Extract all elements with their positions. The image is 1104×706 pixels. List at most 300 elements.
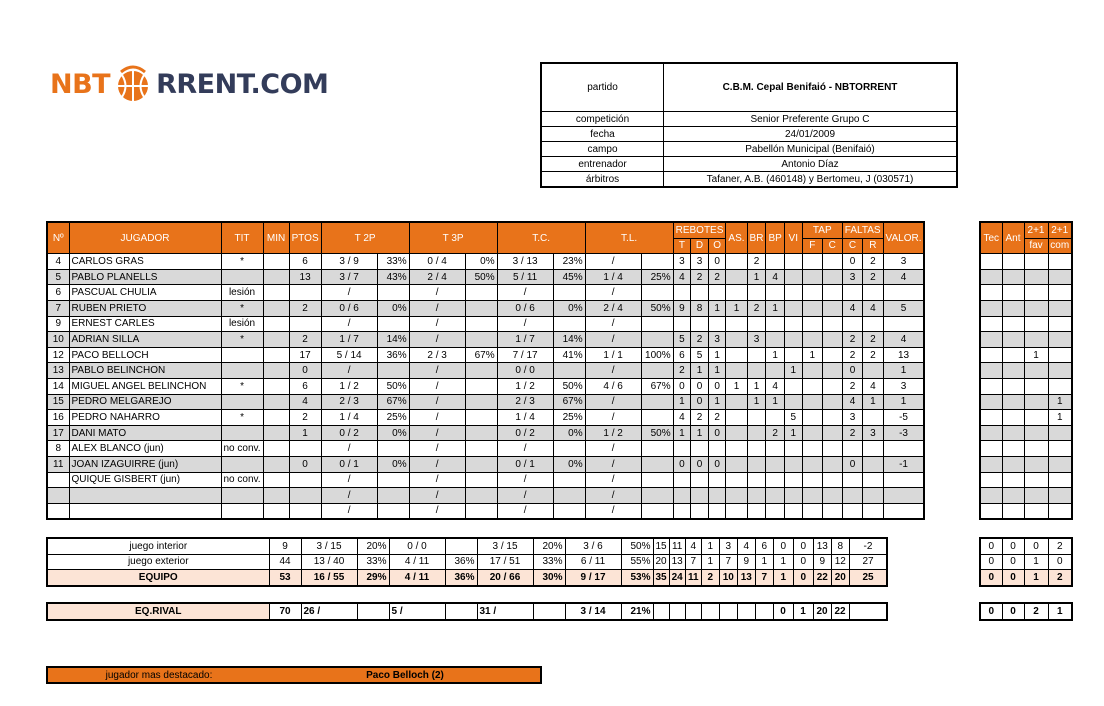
- player-row: [47, 316, 924, 332]
- stat-cell: ADRIAN SILLA: [69, 332, 221, 348]
- stat-cell: 2: [673, 363, 691, 379]
- stat-cell: 14%: [553, 332, 585, 348]
- stat-cell: 2: [289, 410, 321, 426]
- extra-cell: [1048, 254, 1072, 270]
- stat-cell: /: [409, 363, 465, 379]
- stat-cell: 0: [289, 456, 321, 472]
- stat-cell: 0 / 2: [321, 425, 377, 441]
- stat-cell: [726, 285, 747, 301]
- stat-cell: [465, 378, 497, 394]
- player-extra-row: [980, 269, 1072, 285]
- stat-cell: [766, 456, 784, 472]
- stat-cell: [802, 503, 822, 519]
- stat-cell: 8: [691, 300, 709, 316]
- col-ptos: PTOS: [289, 222, 321, 254]
- stat-cell: [802, 332, 822, 348]
- stat-cell: [822, 300, 842, 316]
- extra-cell: [1002, 300, 1024, 316]
- stat-cell: 1 / 2: [321, 378, 377, 394]
- summary-cell: 4 / 11: [389, 554, 445, 570]
- player-stats-table: [46, 221, 925, 520]
- extra-cell: [1002, 488, 1024, 504]
- stat-cell: [784, 456, 802, 472]
- stat-cell: [766, 410, 784, 426]
- stat-cell: [465, 316, 497, 332]
- stat-cell: [784, 503, 802, 519]
- stat-cell: 6: [289, 378, 321, 394]
- stat-cell: 2: [766, 425, 784, 441]
- stat-cell: [802, 394, 822, 410]
- stat-cell: 2: [747, 254, 766, 270]
- extra-cell: [1048, 503, 1072, 519]
- stat-cell: 0%: [377, 425, 409, 441]
- rival-extra-row: [980, 603, 1072, 620]
- stat-cell: [263, 503, 289, 519]
- match-info-label: árbitros: [541, 172, 664, 188]
- stat-cell: [553, 488, 585, 504]
- stat-cell: [641, 472, 673, 488]
- match-info-value: Senior Preferente Grupo C: [664, 112, 958, 127]
- logo-text-left: NBT: [50, 68, 111, 100]
- player-extra-row: [980, 332, 1072, 348]
- stat-cell: no conv.: [221, 441, 263, 457]
- extra-cell: [980, 410, 1002, 426]
- stat-cell: [221, 363, 263, 379]
- stat-cell: [465, 410, 497, 426]
- stat-cell: [377, 441, 409, 457]
- stat-cell: 5: [673, 332, 691, 348]
- stat-cell: 1: [726, 378, 747, 394]
- stat-cell: [221, 503, 263, 519]
- stat-cell: 1: [691, 425, 709, 441]
- summary-cell: 1: [773, 554, 793, 570]
- stat-cell: /: [409, 472, 465, 488]
- stat-cell: /: [409, 441, 465, 457]
- stat-cell: 0 / 4: [409, 254, 465, 270]
- extra-cell: [1048, 425, 1072, 441]
- extra-cell: [1024, 441, 1048, 457]
- stat-cell: [221, 269, 263, 285]
- summary-cell: -2: [849, 538, 887, 554]
- rival-cell: 3 / 14: [565, 603, 621, 620]
- stat-cell: [863, 488, 883, 504]
- stat-cell: 4: [863, 300, 883, 316]
- player-extra-row: [980, 378, 1072, 394]
- stat-cell: [766, 316, 784, 332]
- summary-extra-cell: 1: [1024, 554, 1048, 570]
- match-info-label: competición: [541, 112, 664, 127]
- summary-cell: 36%: [445, 554, 477, 570]
- stat-cell: [822, 363, 842, 379]
- stat-cell: 1: [863, 394, 883, 410]
- summary-cell: 2: [701, 570, 719, 586]
- stat-cell: 1 / 7: [497, 332, 553, 348]
- stat-cell: [883, 503, 924, 519]
- rival-extra-cell: 0: [980, 603, 1002, 620]
- col-faltas-r: R: [863, 238, 883, 254]
- stat-cell: [465, 300, 497, 316]
- stat-cell: 6: [289, 254, 321, 270]
- rival-cell: [445, 603, 477, 620]
- stat-cell: [377, 285, 409, 301]
- stat-cell: [726, 410, 747, 426]
- stat-cell: 5: [691, 347, 709, 363]
- summary-cell: 9: [813, 554, 831, 570]
- stat-cell: [708, 441, 726, 457]
- stat-cell: [289, 488, 321, 504]
- stat-cell: [691, 488, 709, 504]
- summary-cell: 3 / 6: [565, 538, 621, 554]
- rival-cell: [737, 603, 755, 620]
- player-extra-row: [980, 394, 1072, 410]
- stat-cell: [465, 472, 497, 488]
- extra-cell: [1002, 394, 1024, 410]
- extra-cell: [980, 456, 1002, 472]
- match-info-row: [541, 172, 957, 188]
- stat-cell: [784, 285, 802, 301]
- summary-extra-row: [980, 570, 1072, 586]
- stat-cell: [802, 472, 822, 488]
- rival-cell: 5 /: [389, 603, 445, 620]
- mvp-value: Paco Belloch (2): [270, 667, 541, 683]
- stat-cell: [842, 472, 862, 488]
- stat-cell: 5: [47, 269, 69, 285]
- stat-cell: [726, 394, 747, 410]
- rival-cell: 0: [773, 603, 793, 620]
- stat-cell: 3: [691, 254, 709, 270]
- stat-cell: 41%: [553, 347, 585, 363]
- stat-cell: 2: [842, 347, 862, 363]
- summary-cell: 27: [849, 554, 887, 570]
- logo-text-right: RRENT.COM: [156, 68, 329, 100]
- match-info-value: Pabellón Municipal (Benifaió): [664, 142, 958, 157]
- stat-cell: [747, 363, 766, 379]
- stat-cell: /: [585, 254, 641, 270]
- stat-cell: 0: [708, 378, 726, 394]
- stat-cell: [263, 269, 289, 285]
- extra-cell: [1024, 410, 1048, 426]
- match-info-table: [540, 62, 958, 188]
- stat-cell: /: [409, 378, 465, 394]
- stat-cell: 4 / 6: [585, 378, 641, 394]
- player-extra-row: [980, 254, 1072, 270]
- stat-cell: [883, 316, 924, 332]
- summary-cell: 50%: [621, 538, 653, 554]
- stat-cell: [822, 285, 842, 301]
- stat-cell: 0%: [465, 254, 497, 270]
- stat-cell: 4: [883, 269, 924, 285]
- summary-extra-cell: 0: [980, 538, 1002, 554]
- stat-cell: [822, 316, 842, 332]
- stat-cell: [863, 456, 883, 472]
- stat-cell: [747, 488, 766, 504]
- stat-cell: [673, 503, 691, 519]
- summary-extra-cell: 0: [1048, 554, 1072, 570]
- stat-cell: 3: [708, 332, 726, 348]
- player-extra-row: [980, 410, 1072, 426]
- stat-cell: 3 / 7: [321, 269, 377, 285]
- stat-cell: [263, 441, 289, 457]
- stat-cell: [747, 425, 766, 441]
- stat-cell: [726, 269, 747, 285]
- stat-cell: [726, 441, 747, 457]
- stat-cell: 6: [673, 347, 691, 363]
- stat-cell: 67%: [465, 347, 497, 363]
- stat-cell: [863, 410, 883, 426]
- stat-cell: [465, 456, 497, 472]
- stat-cell: [784, 347, 802, 363]
- stat-cell: 3: [842, 269, 862, 285]
- extra-cell: [1024, 378, 1048, 394]
- stat-cell: 2: [863, 347, 883, 363]
- match-info-value: Antonio Díaz: [664, 157, 958, 172]
- stat-cell: /: [585, 363, 641, 379]
- summary-cell: 3 / 15: [301, 538, 357, 554]
- stat-cell: 5: [883, 300, 924, 316]
- col-faltas: FALTAS: [842, 222, 883, 238]
- extra-cell: [1048, 269, 1072, 285]
- rival-extra-cell: 1: [1048, 603, 1072, 620]
- col-ant: Ant: [1002, 222, 1024, 254]
- summary-cell: 0: [793, 570, 813, 586]
- stat-cell: [377, 472, 409, 488]
- stat-cell: [822, 472, 842, 488]
- stat-cell: [766, 332, 784, 348]
- stat-cell: -1: [883, 456, 924, 472]
- player-row: [47, 300, 924, 316]
- stat-cell: [691, 472, 709, 488]
- stat-cell: [708, 503, 726, 519]
- stat-cell: 50%: [553, 378, 585, 394]
- extra-cell: [1048, 378, 1072, 394]
- extra-cell: 1: [1048, 394, 1072, 410]
- player-extra-row: [980, 300, 1072, 316]
- stat-cell: 4: [673, 410, 691, 426]
- stat-cell: [553, 285, 585, 301]
- stat-cell: /: [585, 285, 641, 301]
- stat-cell: 100%: [641, 347, 673, 363]
- summary-extra-cell: 0: [980, 554, 1002, 570]
- col-t3p: T 3P: [409, 222, 497, 254]
- partido-value: C.B.M. Cepal Benifaió - NBTORRENT: [664, 63, 958, 112]
- stat-cell: 12: [47, 347, 69, 363]
- summary-cell: 4: [685, 538, 701, 554]
- stat-cell: 2 / 3: [409, 347, 465, 363]
- player-row: [47, 410, 924, 426]
- col-reb-d: D: [691, 238, 709, 254]
- stat-cell: [726, 332, 747, 348]
- stat-cell: [553, 472, 585, 488]
- summary-cell: 53%: [621, 570, 653, 586]
- extra-cell: [1048, 441, 1072, 457]
- stat-cell: /: [585, 410, 641, 426]
- extra-cell: [1024, 254, 1048, 270]
- stat-cell: -5: [883, 410, 924, 426]
- stat-cell: [465, 332, 497, 348]
- stat-cell: [641, 285, 673, 301]
- stat-cell: [673, 285, 691, 301]
- stat-cell: [766, 503, 784, 519]
- summary-cell: 16 / 55: [301, 570, 357, 586]
- stat-cell: 4: [673, 269, 691, 285]
- stat-cell: 67%: [553, 394, 585, 410]
- summary-cell: 36%: [445, 570, 477, 586]
- stat-cell: [747, 472, 766, 488]
- stat-cell: [263, 332, 289, 348]
- extra-cell: [1024, 332, 1048, 348]
- stat-cell: no conv.: [221, 472, 263, 488]
- stat-cell: [802, 410, 822, 426]
- col-reb-t: T: [673, 238, 691, 254]
- stat-cell: [802, 316, 822, 332]
- col-br: BR: [747, 222, 766, 254]
- extra-cell: [1024, 456, 1048, 472]
- extra-cell: [980, 378, 1002, 394]
- stat-cell: *: [221, 332, 263, 348]
- player-row: [47, 347, 924, 363]
- stat-cell: [641, 254, 673, 270]
- summary-cell: 20 / 66: [477, 570, 533, 586]
- rival-cell: [755, 603, 773, 620]
- summary-cell: 1: [701, 554, 719, 570]
- rival-table: [46, 602, 888, 621]
- stat-cell: 2 / 4: [585, 300, 641, 316]
- extra-cell: [1048, 332, 1072, 348]
- stat-cell: 67%: [377, 394, 409, 410]
- summary-cell: 8: [831, 538, 849, 554]
- stat-cell: 13: [47, 363, 69, 379]
- stat-cell: PABLO BELINCHON: [69, 363, 221, 379]
- stat-cell: 0 / 1: [321, 456, 377, 472]
- summary-cell: 1: [755, 554, 773, 570]
- stat-cell: [69, 503, 221, 519]
- stat-cell: 4: [863, 378, 883, 394]
- stat-cell: [553, 503, 585, 519]
- stat-cell: [289, 472, 321, 488]
- stat-cell: [263, 378, 289, 394]
- stat-cell: [784, 332, 802, 348]
- extra-cell: [980, 254, 1002, 270]
- extra-cell: [980, 425, 1002, 441]
- extra-cell: [1024, 394, 1048, 410]
- stat-cell: /: [321, 488, 377, 504]
- stat-cell: [47, 503, 69, 519]
- stat-cell: 13: [289, 269, 321, 285]
- extra-cell: [1002, 269, 1024, 285]
- stat-cell: 2: [863, 254, 883, 270]
- stat-cell: 3: [842, 410, 862, 426]
- stat-cell: 0: [842, 363, 862, 379]
- stat-cell: [822, 347, 842, 363]
- stat-cell: 2: [691, 269, 709, 285]
- match-info-value: 24/01/2009: [664, 127, 958, 142]
- rival-extra-table: [979, 602, 1073, 621]
- rival-extra-cell: 2: [1024, 603, 1048, 620]
- stat-cell: /: [321, 363, 377, 379]
- stat-cell: 5 / 14: [321, 347, 377, 363]
- extra-cell: [1002, 425, 1024, 441]
- stat-cell: [69, 488, 221, 504]
- stat-cell: [641, 394, 673, 410]
- extra-cell: [1048, 456, 1072, 472]
- summary-cell: 9: [269, 538, 301, 554]
- stat-cell: 1: [784, 363, 802, 379]
- stat-cell: /: [321, 441, 377, 457]
- stat-cell: 4: [47, 254, 69, 270]
- stat-cell: 1 / 2: [585, 425, 641, 441]
- stat-cell: [641, 503, 673, 519]
- stat-cell: [802, 300, 822, 316]
- stat-cell: 25%: [641, 269, 673, 285]
- stat-cell: PEDRO MELGAREJO: [69, 394, 221, 410]
- rival-row: [47, 603, 887, 620]
- col-rebotes: REBOTES: [673, 222, 726, 238]
- col-t2p: T 2P: [321, 222, 409, 254]
- stat-cell: [465, 394, 497, 410]
- summary-cell: 20: [653, 554, 669, 570]
- stat-cell: 50%: [377, 378, 409, 394]
- stat-cell: 3: [673, 254, 691, 270]
- stat-cell: *: [221, 378, 263, 394]
- extra-cell: [980, 285, 1002, 301]
- extra-cell: [1002, 410, 1024, 426]
- player-row: [47, 394, 924, 410]
- stat-cell: RUBEN PRIETO: [69, 300, 221, 316]
- stat-cell: /: [497, 285, 553, 301]
- stat-cell: [377, 503, 409, 519]
- stat-cell: PEDRO NAHARRO: [69, 410, 221, 426]
- stat-cell: [263, 410, 289, 426]
- summary-cell: 35: [653, 570, 669, 586]
- summary-cell: 3: [719, 538, 737, 554]
- stat-cell: 0: [708, 456, 726, 472]
- stat-cell: /: [409, 425, 465, 441]
- stat-cell: /: [409, 488, 465, 504]
- stat-cell: [766, 441, 784, 457]
- extra-cell: [1024, 363, 1048, 379]
- stat-cell: /: [321, 503, 377, 519]
- rival-cell: 20: [813, 603, 831, 620]
- mvp-label: jugador mas destacado:: [47, 667, 270, 683]
- extra-cell: [1048, 300, 1072, 316]
- stat-cell: [673, 441, 691, 457]
- stat-cell: [708, 285, 726, 301]
- stat-cell: 25%: [553, 410, 585, 426]
- summary-cell: 9: [737, 554, 755, 570]
- stat-cell: 1 / 1: [585, 347, 641, 363]
- summary-cell: 33%: [533, 554, 565, 570]
- match-info-label: entrenador: [541, 157, 664, 172]
- stat-cell: 0 / 6: [497, 300, 553, 316]
- stat-cell: [726, 456, 747, 472]
- stat-cell: [691, 285, 709, 301]
- stat-cell: 1: [673, 394, 691, 410]
- stat-cell: 2: [691, 332, 709, 348]
- col-num: Nº: [47, 222, 69, 254]
- summary-cell: 55%: [621, 554, 653, 570]
- rival-cell: [685, 603, 701, 620]
- stat-cell: 0 / 2: [497, 425, 553, 441]
- stat-cell: [641, 363, 673, 379]
- stat-cell: 3 / 9: [321, 254, 377, 270]
- stat-cell: 15: [47, 394, 69, 410]
- stat-cell: 14: [47, 378, 69, 394]
- stat-cell: JOAN IZAGUIRRE (jun): [69, 456, 221, 472]
- extra-cell: [1002, 456, 1024, 472]
- stat-cell: [784, 394, 802, 410]
- rival-cell: 21%: [621, 603, 653, 620]
- summary-cell: 3 / 15: [477, 538, 533, 554]
